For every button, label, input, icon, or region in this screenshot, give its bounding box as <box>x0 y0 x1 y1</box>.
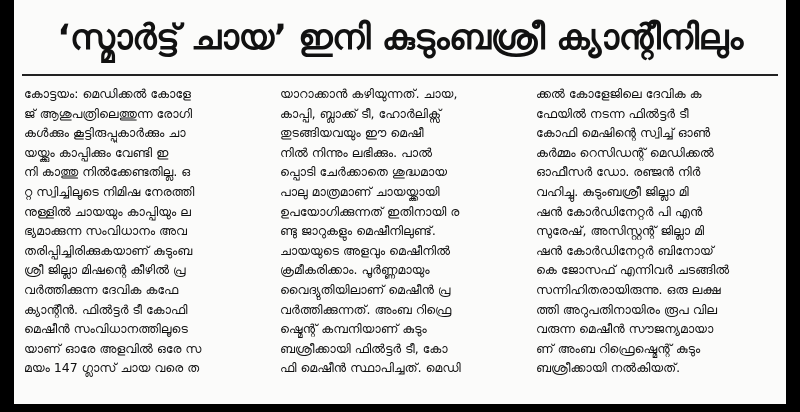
article-line: ക്യാന്റീൻ. ഫിൽട്ടർ ടീ കോഫി <box>24 301 188 317</box>
article-line: തുടങ്ങിയവയും ഈ മെഷീ <box>280 125 424 141</box>
article-line: വരുന്ന മെഷീൻ സൗജന്യമായാ <box>536 321 714 337</box>
article-line: കാപ്പി, ബ്ലാക്ക് ടീ, ഹോർലിക്സ് <box>280 105 442 121</box>
article-column-3 <box>536 84 776 398</box>
article-line: നുള്ളിൽ ചായയും കാപ്പിയും ല <box>24 203 191 219</box>
article-line: ബശ്രീക്കായി ഫിൽട്ടർ ടീ, കോ <box>280 340 448 356</box>
article-line: കർമ്മം റെസിഡന്റ് മെഡിക്കൽ <box>536 144 714 160</box>
article-line: സന്നിഹിതരായിരുന്നു. ഒരു ലക്ഷ <box>536 281 721 297</box>
article-line: ഫി മെഷീൻ സ്ഥാപിച്ചത്. മെഡി <box>280 360 461 376</box>
article-line: ണ് അംബ റിഫ്രെഷ്മെന്റ് കുടും <box>536 340 701 356</box>
article-line: ഉപയോഗിക്കുന്നത് ഇതിനായി ര <box>280 203 460 219</box>
article-line: ക്രമീകരിക്കാം. പൂർണ്ണമായും <box>280 262 430 278</box>
article-line: ഷൻ കോർഡിനേറ്റർ ബിനോയ് <box>536 242 714 258</box>
article-column-1 <box>24 84 264 398</box>
article-line: പാലു മാത്രമാണ് ചായയ്ക്കായി <box>280 183 440 199</box>
article-line: മയം 147 ഗ്ലാസ് ചായ വരെ ത <box>24 360 200 376</box>
article-line: ഷ്മെന്റ് കമ്പനിയാണ് കുടും <box>280 321 427 337</box>
article-line: തരിപ്പിച്ചിരിക്കുകയാണ് കുടുംബ <box>24 242 193 258</box>
article-line: ഓഫീസർ ഡോ. രഞ്ജൻ നിർ <box>536 164 701 180</box>
headline-rule <box>22 74 778 76</box>
newspaper-clipping <box>14 0 786 404</box>
article-line: ഭ്യമാക്കുന്ന സംവിധാനം അവ <box>24 223 188 239</box>
article-line: കൾക്കും കൂട്ടിരുപ്പുകാർക്കും ചാ <box>24 125 186 141</box>
article-line: നിൽ നിന്നും ലഭിക്കും. പാൽ <box>280 144 433 160</box>
article-line: ണ്ടു ജാറുകളും മെഷീനിലുണ്ട്. <box>280 223 436 239</box>
article-line: മെഷീൻ സംവിധാനത്തിലൂടെ <box>24 321 188 337</box>
article-line: വർത്തിക്കുന്നത്. അംബ റിഫ്രെ <box>280 301 452 317</box>
article-line: സുരേഷ്, അസിസ്റ്റന്റ് ജില്ലാ മി <box>536 223 705 239</box>
article-line: ഫേയിൽ നടന്ന ഫിൽട്ടർ ടീ <box>536 105 689 121</box>
article-line: ത്തി അറുപതിനായിരം രൂപ വില <box>536 301 718 317</box>
article-line: വഹിച്ചു. കുടുംബശ്രീ ജില്ലാ മി <box>536 183 689 199</box>
article-line: റ്റ സ്വിച്ചിലൂടെ നിമിഷ നേരത്തി <box>24 183 195 199</box>
article-line: ജ് ആശുപത്രിലെത്തുന്ന രോഗി <box>24 105 193 121</box>
article-line: ചായയുടെ അളവും മെഷീനിൽ <box>280 242 451 258</box>
article-line: ശ്രീ ജില്ലാ മിഷന്റെ കീഴിൽ പ്ര <box>24 262 186 278</box>
article-columns <box>24 84 776 398</box>
article-line: പ്പൊടി ചേർക്കാതെ ശുദ്ധമായ <box>280 164 448 180</box>
article-line: ക്കൽ കോളേജിലെ ദേവിക ക <box>536 86 702 101</box>
article-line: കോട്ടയം: മെഡിക്കൽ കോളേ <box>24 86 191 101</box>
article-line: യയ്ക്കും കാപ്പിക്കും വേണ്ടി ഇ <box>24 144 169 160</box>
article-line: വർത്തിക്കുന്ന ദേവിക കഫേ <box>24 281 179 297</box>
article-column-2 <box>280 84 520 398</box>
article-line: നി കാത്തു നിൽക്കേണ്ടതില്ല. ഒ <box>24 164 191 180</box>
article-line: കെ ജോസഫ് എന്നിവർ ചടങ്ങിൽ <box>536 262 730 278</box>
article-line: ബശ്രീക്കായി നൽകിയത്. <box>536 360 681 376</box>
article-line: കോഫി മെഷിന്റെ സ്വിച്ച് ഓൺ <box>536 125 711 141</box>
headline: ‘സ്മാർട്ട് ചായ’ ഇനി കുടുംബശ്രീ ക്യാന്റീനിലും <box>57 18 743 58</box>
article-line: ഷൻ കോർഡിനേറ്റർ പി എൻ <box>536 203 703 219</box>
article-line: യാറാക്കാൻ കഴിയുന്നത്. ചായ, <box>280 86 458 101</box>
article-line: വൈദ്യുതിയിലാണ് മെഷീൻ പ്ര <box>280 281 451 297</box>
article-line: യാണ് ഓരേ അളവിൽ ഒരേ സ <box>24 340 202 356</box>
